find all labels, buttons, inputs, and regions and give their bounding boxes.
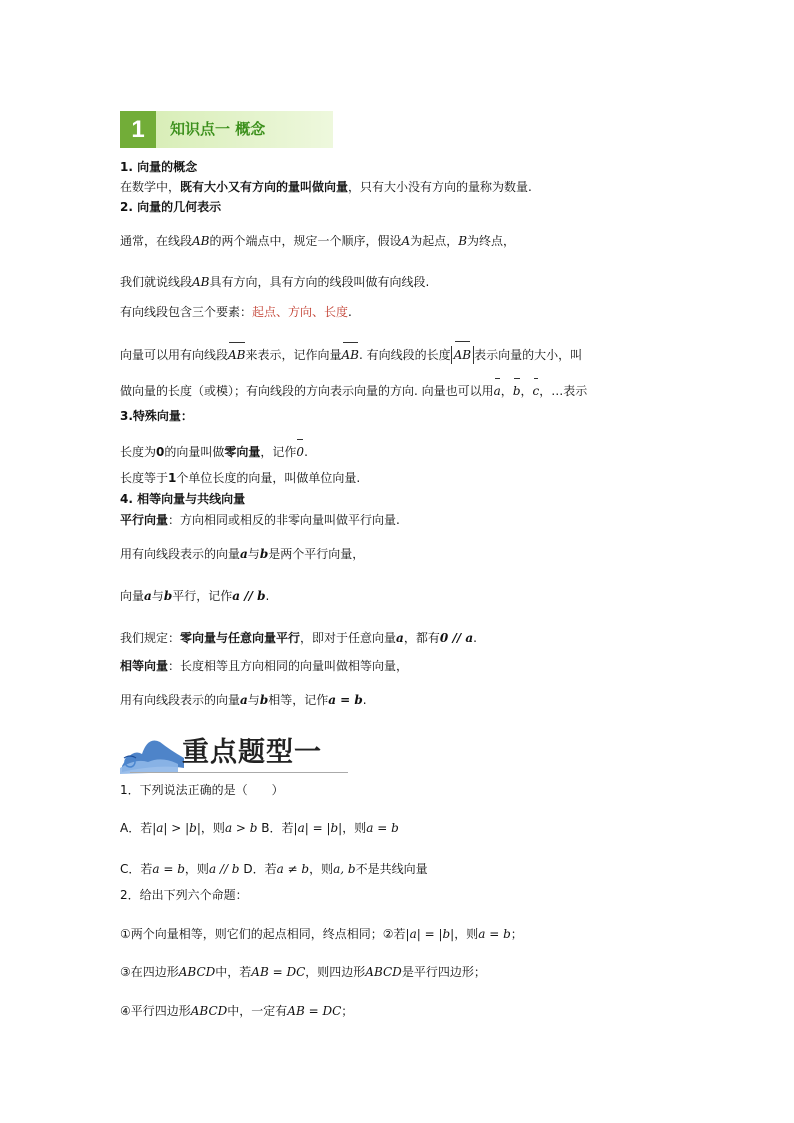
paragraph-vector-length: 做向量的长度（或模）；有向线段的方向表示向量的方向. 向量也可以用a，b，c，…表示 [120, 384, 588, 398]
paragraph-directed-segment: 我们就说线段AB具有方向，具有方向的线段叫做有向线段. [120, 275, 430, 289]
paragraph-three-elements: 有向线段包含三个要素：起点、方向、长度. [120, 305, 352, 319]
question-2-item-4: ④平行四边形ABCD中，一定有AB = DC； [120, 1004, 354, 1018]
paragraph-zero-parallel-rule: 我们规定：零向量与任意向量平行，即对于任意向量a，都有0 // a. [120, 631, 477, 645]
key-topic-underline [130, 772, 348, 773]
question-1: 1．下列说法正确的是（ ） [120, 783, 284, 797]
question-2-item-1-2: ①两个向量相等，则它们的起点相同，终点相同；②若|a| = |b|，则a = b； [120, 927, 523, 941]
paragraph-vector-notation: 向量可以用有向线段AB来表示，记作向量AB. 有向线段的长度 AB 表示向量的大小，叫 [120, 348, 583, 362]
question-2: 2．给出下列六个命题： [120, 888, 248, 902]
section-number: 1 [120, 111, 156, 148]
key-topic-title: 重点题型一 [182, 737, 322, 768]
heading-geometric-representation: 2. 向量的几何表示 [120, 200, 222, 214]
paragraph-zero-vector: 长度为0的向量叫做零向量，记作0. [120, 445, 308, 459]
paragraph-equal-notation: 用有向线段表示的向量a与b相等，记作a = b. [120, 693, 367, 707]
question-1-options-ab: A．若|a| > |b|，则a > b B．若|a| = |b|，则a = b [120, 821, 399, 835]
heading-equal-collinear: 4. 相等向量与共线向量 [120, 492, 246, 506]
question-1-options-cd: C．若a = b，则a // b D．若a ≠ b，则a, b不是共线向量 [120, 862, 428, 876]
heading-vector-concept: 1. 向量的概念 [120, 160, 198, 174]
heading-special-vectors: 3.特殊向量： [120, 409, 193, 423]
paragraph-equal-vector: 相等向量：长度相等且方向相同的向量叫做相等向量， [120, 659, 409, 673]
paragraph-unit-vector: 长度等于1个单位长度的向量，叫做单位向量. [120, 471, 361, 485]
section-title: 知识点一 概念 [170, 120, 266, 138]
question-2-item-3: ③在四边形ABCD中，若AB = DC，则四边形ABCD是平行四边形； [120, 965, 486, 979]
paragraph-vector-definition: 在数学中，既有大小又有方向的量叫做向量，只有大小没有方向的量称为数量. [120, 180, 532, 194]
paragraph-parallel-example: 用有向线段表示的向量a与b是两个平行向量， [120, 547, 365, 561]
paragraph-parallel-vector: 平行向量：方向相同或相反的非零向量叫做平行向量. [120, 513, 400, 527]
section-banner [120, 111, 333, 148]
wave-logo-icon [118, 728, 188, 774]
paragraph-endpoints: 通常，在线段AB的两个端点中，规定一个顺序，假设A为起点，B为终点， [120, 234, 516, 248]
paragraph-parallel-notation: 向量a与b平行，记作a // b. [120, 589, 270, 603]
